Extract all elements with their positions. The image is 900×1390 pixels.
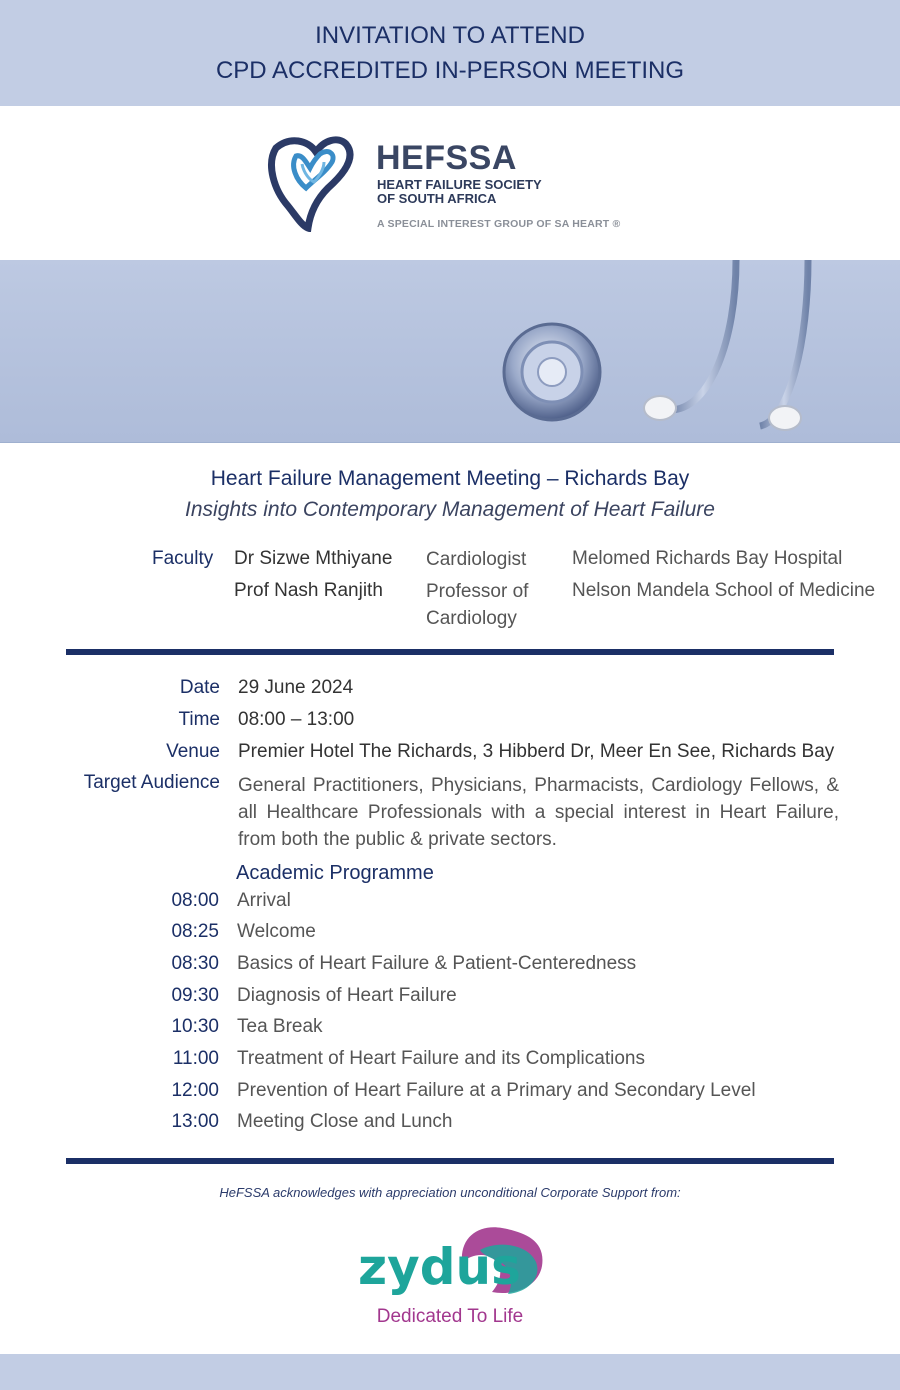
date-value: 29 June 2024 [238,677,354,698]
stethoscope-icon [0,260,900,442]
invitation-line-1: INVITATION TO ATTEND [315,22,585,49]
programme-item: Prevention of Heart Failure at a Primary and Secondary Level [237,1080,756,1101]
faculty-name: Dr Sizwe Mthiyane [234,548,393,569]
target-audience-label: Target Audience [83,772,220,793]
zydus-logo-text: zydus [358,1238,521,1296]
programme-time: 09:30 [171,985,219,1006]
faculty-role: Cardiologist [426,549,527,570]
programme-item: Tea Break [237,1016,323,1037]
divider [66,1158,834,1164]
divider [66,649,834,655]
meeting-subtitle: Insights into Contemporary Management of Heart Failure [185,498,715,521]
time-label: Time [178,709,220,730]
programme-time: 13:00 [171,1111,219,1132]
programme-time: 08:30 [171,953,219,974]
programme-time: 12:00 [171,1080,219,1101]
target-audience-value: General Practitioners, Physicians, Pharmacists, Cardiology Fellows, & all Healthcare Professionals with a special interest in Heart Failure, from both the public & private sectors. [238,775,839,850]
programme-item: Meeting Close and Lunch [237,1111,453,1132]
zydus-tagline: Dedicated To Life [376,1306,524,1327]
sponsor-acknowledgement: HeFSSA acknowledges with appreciation unconditional Corporate Support from: [219,1185,681,1200]
programme-time: 08:00 [171,890,219,911]
time-value: 08:00 – 13:00 [238,709,355,730]
bottom-band [0,1354,900,1390]
hefssa-tagline: A SPECIAL INTEREST GROUP OF SA HEART ® [377,218,621,230]
meeting-title: Heart Failure Management Meeting – Richards Bay [210,467,690,490]
invitation-line-2: CPD ACCREDITED IN-PERSON MEETING [215,57,685,84]
zydus-logo-icon [352,1222,552,1300]
programme-time: 08:25 [171,921,219,942]
programme-time: 10:30 [171,1016,219,1037]
faculty-label: Faculty [152,548,214,569]
programme-item: Arrival [237,890,291,911]
programme-time: 11:00 [172,1048,219,1069]
hefssa-name: HEFSSA [376,139,517,177]
venue-label: Venue [166,741,220,762]
faculty-role: Professor of Cardiology [426,581,529,629]
programme-item: Diagnosis of Heart Failure [237,985,457,1006]
programme-item: Basics of Heart Failure & Patient-Centeredness [237,953,637,974]
faculty-institution: Nelson Mandela School of Medicine [572,580,876,601]
venue-value: Premier Hotel The Richards, 3 Hibberd Dr, Meer En See, Richards Bay [238,741,835,762]
academic-programme-title: Academic Programme [236,862,434,884]
programme-item: Treatment of Heart Failure and its Complications [237,1048,645,1069]
hefssa-full-name-line-1: HEART FAILURE SOCIETY [377,177,542,192]
date-label: Date [179,677,220,698]
programme-item: Welcome [237,921,316,942]
faculty-institution: Melomed Richards Bay Hospital [572,548,843,569]
stethoscope-hero-image [0,260,900,443]
hefssa-full-name-line-2: OF SOUTH AFRICA [377,191,497,206]
hefssa-heart-logo-icon [266,134,356,232]
faculty-name: Prof Nash Ranjith [234,580,383,601]
invitation-banner [0,0,900,106]
